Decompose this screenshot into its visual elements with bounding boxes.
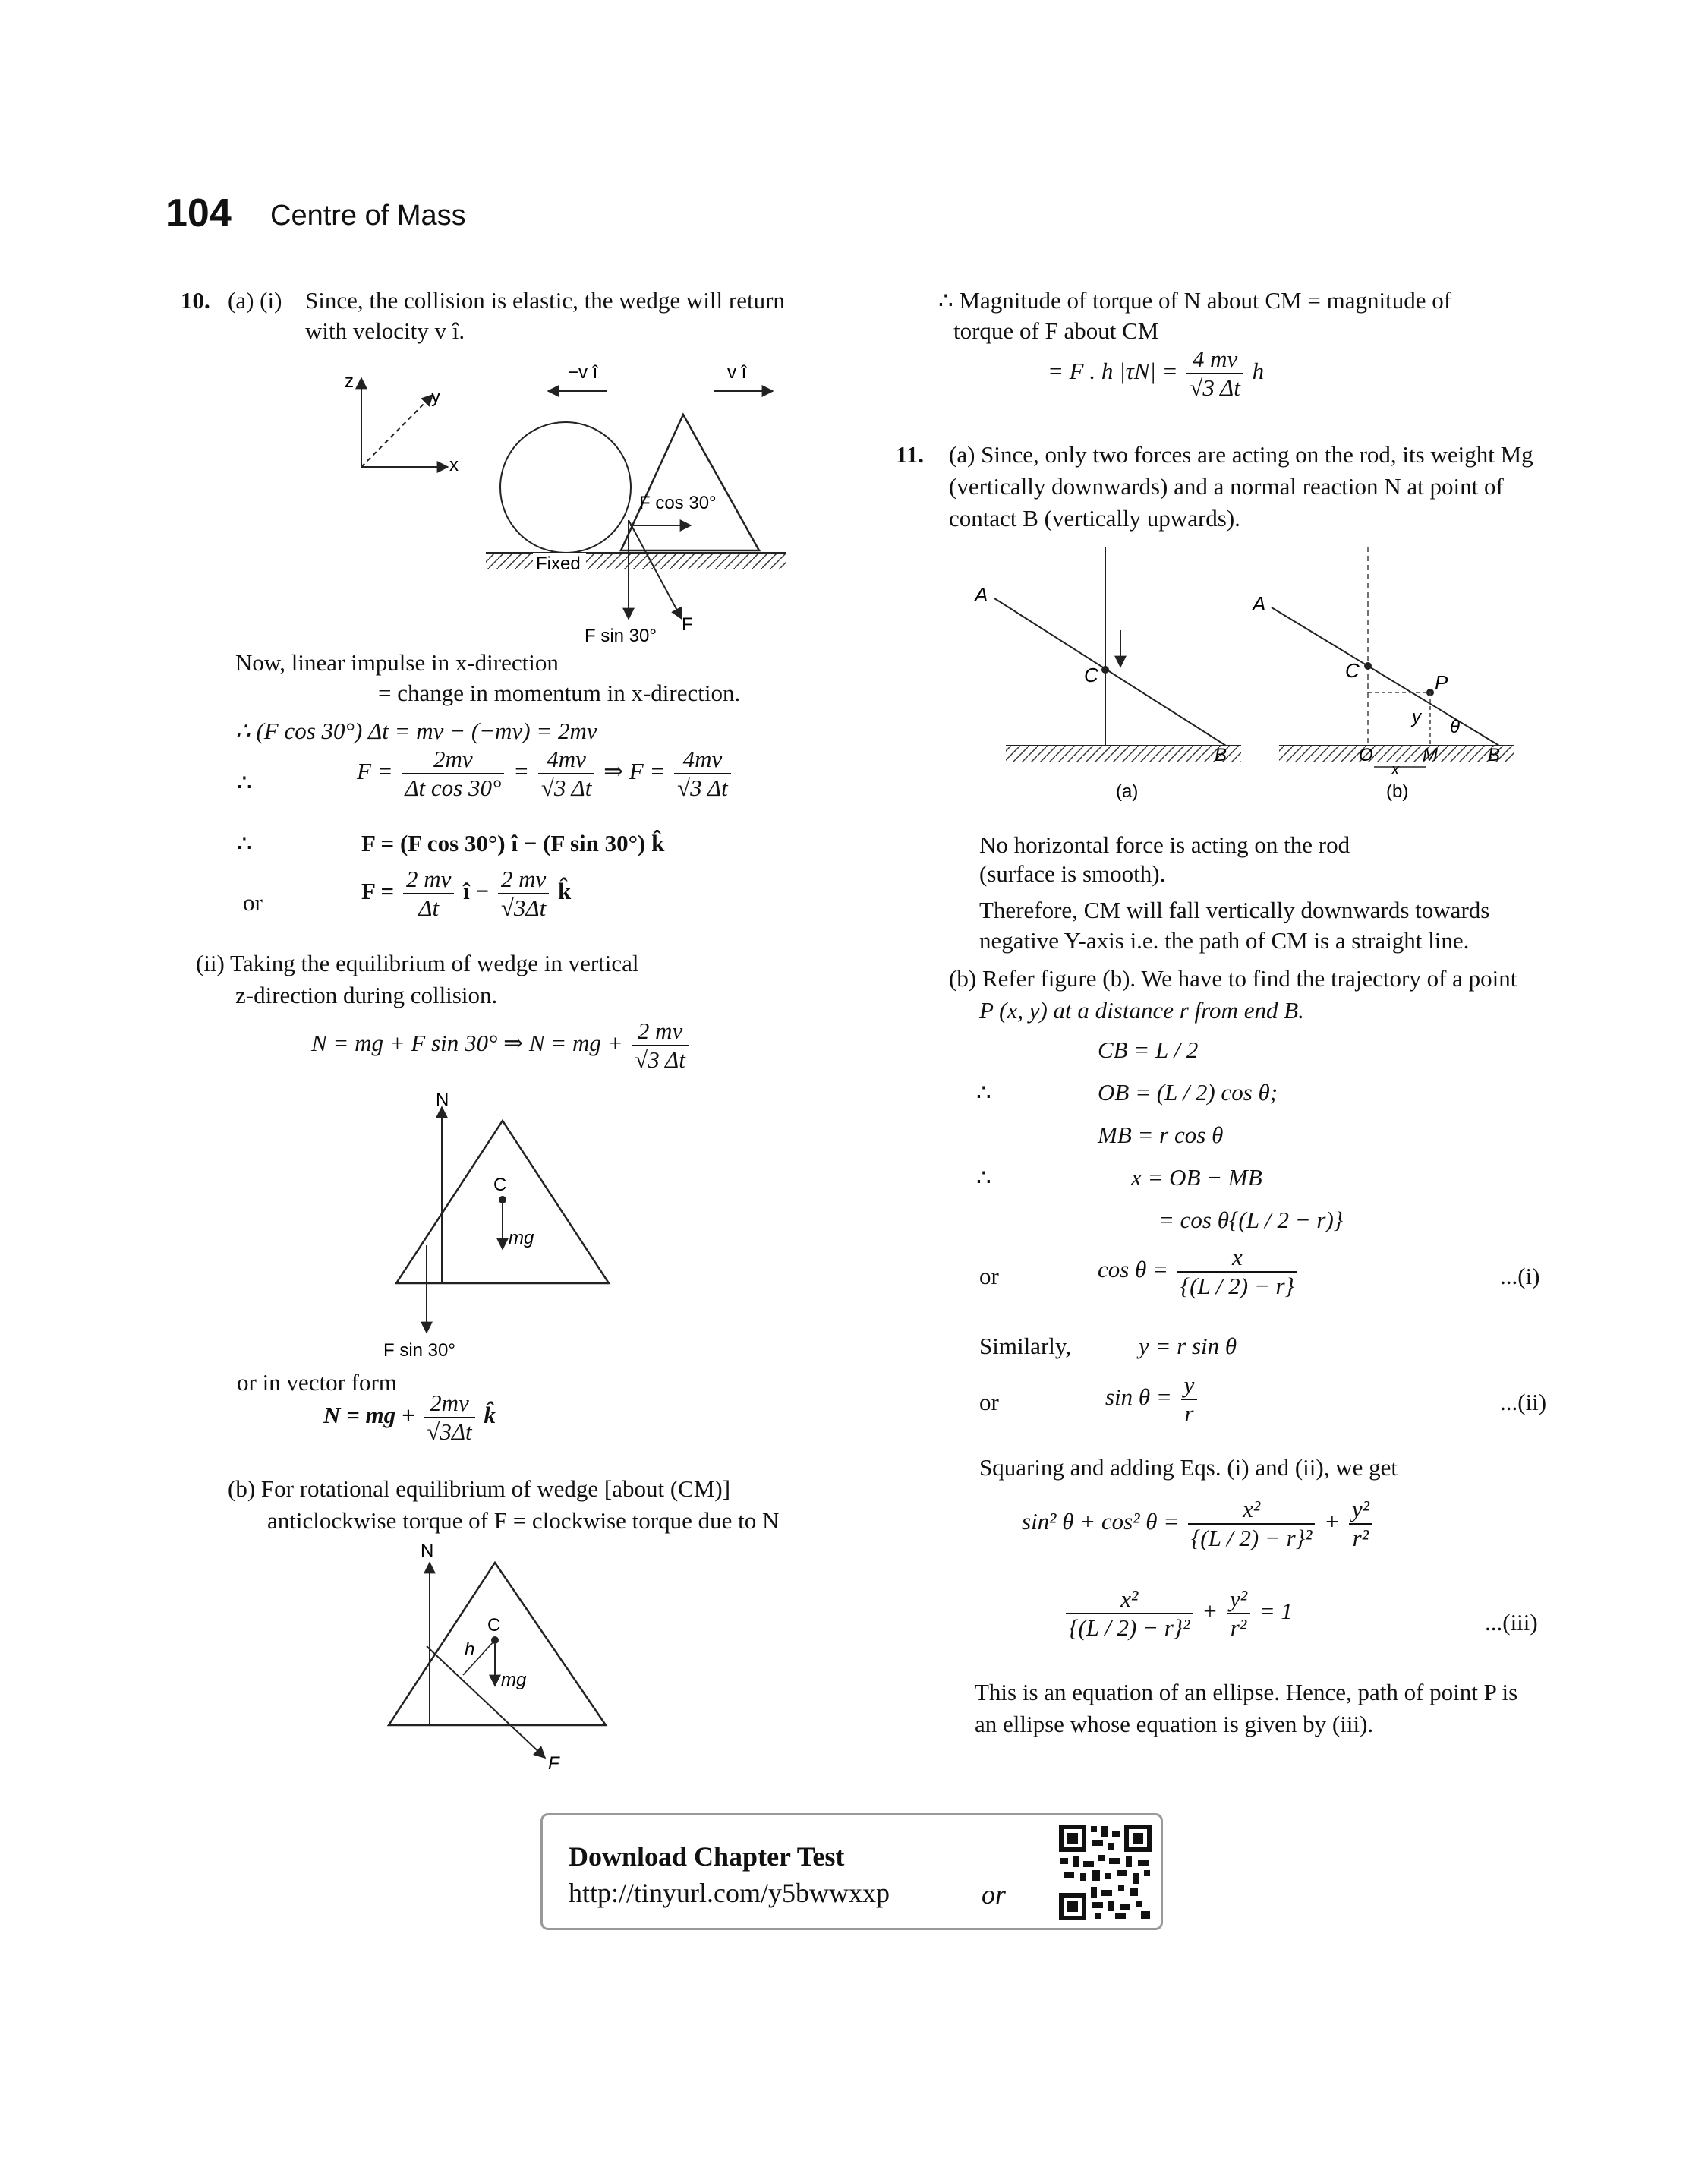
derivation-x: x = OB − MB xyxy=(1131,1164,1262,1191)
question-11-number: 11. xyxy=(896,441,925,468)
download-title: Download Chapter Test xyxy=(569,1841,845,1872)
tag-i: ...(i) xyxy=(1500,1263,1540,1289)
question-10-number: 10. xyxy=(181,287,210,314)
equation-sum-squares: sin² θ + cos² θ = $\frac{\text{x²}}{\text{\{(L / 2) − r\}²}}$ + $\frac{\text{y²}}{\text{r²}}$ xyxy=(1022,1496,1376,1551)
caption-b: (b) xyxy=(1386,781,1409,802)
h-label: h xyxy=(465,1639,475,1660)
derivation-therefore-2: ∴ xyxy=(976,1164,991,1191)
equation-cos-theta: cos θ = $\frac{x}{\{(L / 2) - r\}}$ xyxy=(1098,1244,1300,1299)
torque-line1: ∴ Magnitude of torque of N about CM = magnitude of xyxy=(938,287,1452,314)
squaring-text: Squaring and adding Eqs. (i) and (ii), we get xyxy=(979,1454,1398,1481)
wedge-torque-figure xyxy=(380,1534,630,1777)
f-label-2: F xyxy=(548,1753,559,1774)
f-label: F xyxy=(682,614,693,635)
rod-figure xyxy=(964,547,1526,812)
equation-torque: = F . h |τN| = $\frac{4 mv}{√3 \Delta t}$ h xyxy=(1048,345,1265,401)
derivation-or-1: or xyxy=(979,1263,999,1289)
rod-b-end-b: B xyxy=(1488,745,1501,765)
caption-a: (a) xyxy=(1116,781,1139,802)
mg-label: mg xyxy=(509,1228,534,1248)
point-p: P xyxy=(1435,671,1448,694)
point-m: M xyxy=(1423,745,1438,765)
download-or: or xyxy=(982,1879,1007,1910)
c-label: C xyxy=(493,1175,507,1195)
therefore-line1: Therefore, CM will fall vertically downwards towards xyxy=(979,897,1490,923)
equation-ellipse: $\frac{\text{x²}}{\text{\{(L / 2) − r\}²}}$ + $\frac{\text{y²}}{\text{r²}}$ = 1 xyxy=(1063,1585,1293,1641)
rod-b-end-a: A xyxy=(1253,592,1266,615)
download-url[interactable]: http://tinyurl.com/y5bwwxxp xyxy=(569,1878,890,1908)
derivation-ob: OB = (L / 2) cos θ; xyxy=(1098,1079,1278,1106)
question-10-part: (a) (i) xyxy=(228,287,282,314)
n-label-2: N xyxy=(421,1541,434,1561)
mg-label-2: mg xyxy=(501,1670,527,1690)
q10-text-line1: Since, the collision is elastic, the wedge will return xyxy=(305,287,785,314)
wedge-normal-figure xyxy=(380,1093,630,1367)
equation-force-magnitude: F = $\frac{2mv}{\text{Δt cos 30°}}$ = $\frac{4mv}{√3 \Delta t}$ ⇒ F = $\frac{4mv}{√3 \Delta t}$ xyxy=(357,746,734,801)
n-label: N xyxy=(436,1093,449,1110)
point-o: O xyxy=(1359,745,1373,765)
q11-line1: (a) Since, only two forces are acting on the rod, its weight Mg xyxy=(949,441,1533,468)
f-cos-label: F cos 30° xyxy=(639,493,717,513)
y-label: y xyxy=(1412,707,1421,727)
vector-form-text: or in vector form xyxy=(237,1369,397,1396)
tag-ii: ...(ii) xyxy=(1500,1389,1547,1415)
rod-b-center-c: C xyxy=(1345,659,1360,682)
eq2-therefore: ∴ xyxy=(237,769,252,796)
chapter-title: Centre of Mass xyxy=(270,200,466,232)
eq4-or: or xyxy=(243,889,263,916)
tag-iii: ...(iii) xyxy=(1485,1609,1538,1636)
therefore-line2: negative Y-axis i.e. the path of CM is a straight line. xyxy=(979,927,1470,954)
download-chapter-box xyxy=(540,1813,1163,1930)
part-b-line1: (b) For rotational equilibrium of wedge [about (CM)] xyxy=(228,1475,731,1502)
f-sin-label-2: F sin 30° xyxy=(383,1340,455,1361)
impulse-line1: Now, linear impulse in x-direction xyxy=(235,649,559,676)
neg-velocity-label: −v î xyxy=(568,362,598,383)
part-b-refer-line1: (b) Refer figure (b). We have to find the trajectory of a point xyxy=(949,965,1517,992)
part-ii-line1: (ii) Taking the equilibrium of wedge in vertical xyxy=(196,950,639,976)
c-label-2: C xyxy=(487,1615,501,1636)
q11-line3: contact B (vertically upwards). xyxy=(949,505,1240,532)
ellipse-line1: This is an equation of an ellipse. Hence, path of point P is xyxy=(975,1679,1518,1705)
theta-label: θ xyxy=(1450,717,1461,737)
similarly-label: Similarly, xyxy=(979,1333,1072,1359)
page-number: 104 xyxy=(165,191,232,235)
f-sin-label: F sin 30° xyxy=(585,626,657,646)
torque-line2: torque of F about CM xyxy=(953,317,1159,344)
x-label: x xyxy=(1391,762,1399,778)
derivation-cos: = cos θ{(L / 2 − r)} xyxy=(1158,1207,1344,1233)
q10-text-line2: with velocity v î. xyxy=(305,317,465,344)
equation-y: y = r sin θ xyxy=(1139,1333,1237,1359)
rod-a-end-a: A xyxy=(975,583,988,606)
equation-impulse: ∴ (F cos 30°) Δt = mv − (−mv) = 2mv xyxy=(235,718,597,744)
eq3-therefore: ∴ xyxy=(237,830,252,856)
impulse-line2: = change in momentum in x-direction. xyxy=(378,680,741,706)
ellipse-line2: an ellipse whose equation is given by (iii). xyxy=(975,1711,1374,1737)
derivation-cb: CB = L / 2 xyxy=(1098,1036,1199,1063)
equation-normal: N = mg + F sin 30° ⇒ N = mg + $\frac{2 mv}{√3 \Delta t}$ xyxy=(311,1017,692,1073)
rod-a-center-c: C xyxy=(1084,664,1098,686)
derivation-mb: MB = r cos θ xyxy=(1098,1121,1224,1148)
no-horizontal-line1: No horizontal force is acting on the rod xyxy=(979,831,1350,858)
equation-normal-vector: N = mg + $\frac{2mv}{√3\Delta t}$ k̂ xyxy=(323,1390,496,1445)
part-b-line2: anticlockwise torque of F = clockwise torque due to N xyxy=(267,1507,780,1534)
equation-sin-theta: sin θ = $\frac{y}{r}$ xyxy=(1105,1371,1200,1427)
no-horizontal-line2: (surface is smooth). xyxy=(979,860,1166,887)
axis-z-label: z xyxy=(345,371,354,392)
derivation-or-2: or xyxy=(979,1389,999,1415)
equation-force-vector-2: F = $\frac{2 mv}{\Delta t}$ î − $\frac{2 mv}{√3\Delta t}$ k̂ xyxy=(361,866,572,921)
equation-force-vector: F = (F cos 30°) î − (F sin 30°) k̂ xyxy=(361,830,665,856)
rod-a-end-b: B xyxy=(1215,745,1227,765)
pos-velocity-label: v î xyxy=(727,362,747,383)
qr-code-icon[interactable] xyxy=(1057,1823,1153,1922)
axis-y-label: y xyxy=(431,386,440,407)
derivation-therefore-1: ∴ xyxy=(976,1079,991,1106)
part-b-refer-line2: P (x, y) at a distance r from end B. xyxy=(979,997,1304,1024)
fixed-label: Fixed xyxy=(536,554,581,574)
collision-figure xyxy=(334,349,805,653)
q11-line2: (vertically downwards) and a normal reaction N at point of xyxy=(949,473,1504,500)
part-ii-line2: z-direction during collision. xyxy=(235,982,498,1008)
axis-x-label: x xyxy=(449,455,459,475)
